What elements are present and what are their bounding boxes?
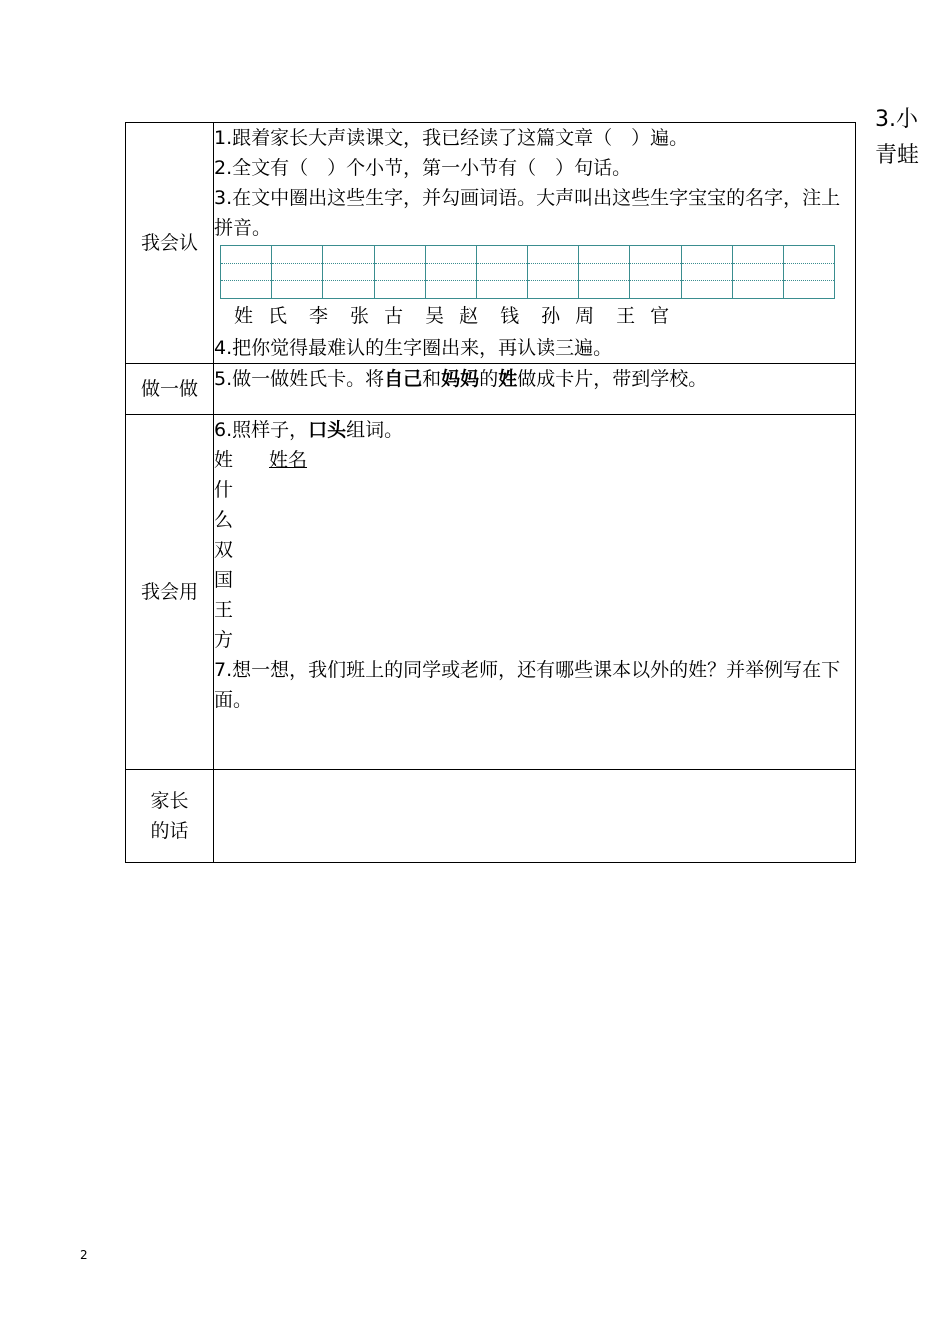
question-3: 3.在文中圈出这些生字，并勾画词语。大声叫出这些生字宝宝的名字，注上拼音。 (214, 187, 841, 239)
pinyin-cell[interactable] (733, 246, 784, 298)
word-character: 方 (214, 629, 234, 651)
pinyin-grid (220, 245, 835, 299)
new-character: 李 (309, 305, 329, 327)
new-characters (234, 299, 855, 333)
question-6-text: 组词。 (346, 419, 404, 441)
new-character: 张 (350, 305, 370, 327)
question-5-text: 5.做一做姓氏卡。将 (214, 368, 385, 390)
pinyin-cell[interactable] (682, 246, 733, 298)
new-character: 周 (575, 305, 595, 327)
pinyin-cell[interactable] (477, 246, 528, 298)
content-recognize (214, 123, 856, 364)
example-row (214, 445, 855, 475)
row-recognize (126, 123, 856, 364)
new-character: 古 (384, 305, 404, 327)
content-use (214, 415, 856, 770)
pinyin-cell[interactable] (375, 246, 426, 298)
pinyin-cell[interactable] (528, 246, 579, 298)
row-parent (126, 770, 856, 863)
new-character: 孙 (541, 305, 561, 327)
word-character: 么 (214, 509, 234, 531)
question-6 (214, 415, 855, 445)
pinyin-cell[interactable] (323, 246, 374, 298)
label-use: 我会用 (126, 415, 214, 770)
new-character: 官 (650, 305, 670, 327)
new-character: 赵 (459, 305, 479, 327)
new-character: 氏 (268, 305, 288, 327)
new-character: 钱 (500, 305, 520, 327)
worksheet-table (125, 122, 856, 863)
lesson-title-line-2: 青蛙 (875, 143, 920, 168)
question-5-bold: 自己 (384, 368, 423, 390)
pinyin-cell[interactable] (579, 246, 630, 298)
parent-comment-area[interactable] (214, 770, 856, 863)
label-parent (126, 770, 214, 863)
pinyin-cell[interactable] (784, 246, 834, 298)
question-4: 4.把你觉得最难认的生字圈出来，再认读三遍。 (214, 337, 613, 359)
pinyin-cell[interactable] (272, 246, 323, 298)
question-2: 2.全文有（ ）个小节，第一小节有（ ）句话。 (214, 157, 632, 179)
question-5 (214, 364, 855, 394)
label-parent-line-2: 的话 (150, 820, 189, 842)
lesson-title-line-1: 3.小 (875, 107, 918, 132)
new-character: 王 (616, 305, 636, 327)
question-5-bold: 妈妈 (441, 368, 480, 390)
pinyin-cell[interactable] (630, 246, 681, 298)
question-7: 7.想一想，我们班上的同学或老师，还有哪些课本以外的姓？并举例写在下面。 (214, 659, 841, 711)
word-character: 什 (214, 479, 234, 501)
question-6-text: 6.照样子， (214, 419, 309, 441)
new-character: 吴 (425, 305, 445, 327)
pinyin-cell[interactable] (426, 246, 477, 298)
content-do (214, 364, 856, 415)
row-use (126, 415, 856, 770)
label-do: 做一做 (126, 364, 214, 415)
word-character: 国 (214, 569, 234, 591)
question-5-text: 做成卡片，带到学校。 (517, 368, 708, 390)
new-character: 姓 (234, 305, 254, 327)
question-1: 1.跟着家长大声读课文，我已经读了这篇文章（ ）遍。 (214, 127, 689, 149)
question-6-bold: 口头 (308, 419, 347, 441)
example-character: 姓 (214, 449, 234, 471)
label-recognize: 我会认 (126, 123, 214, 364)
page-number: 2 (80, 1248, 88, 1262)
row-do (126, 364, 856, 415)
label-parent-line-1: 家长 (150, 790, 189, 812)
lesson-title (875, 102, 935, 174)
pinyin-cell[interactable] (221, 246, 272, 298)
question-5-text: 和 (422, 368, 442, 390)
word-character: 双 (214, 539, 234, 561)
word-character: 王 (214, 599, 234, 621)
question-5-bold: 姓 (498, 368, 518, 390)
question-5-text: 的 (479, 368, 499, 390)
example-word: 姓名 (269, 449, 308, 471)
